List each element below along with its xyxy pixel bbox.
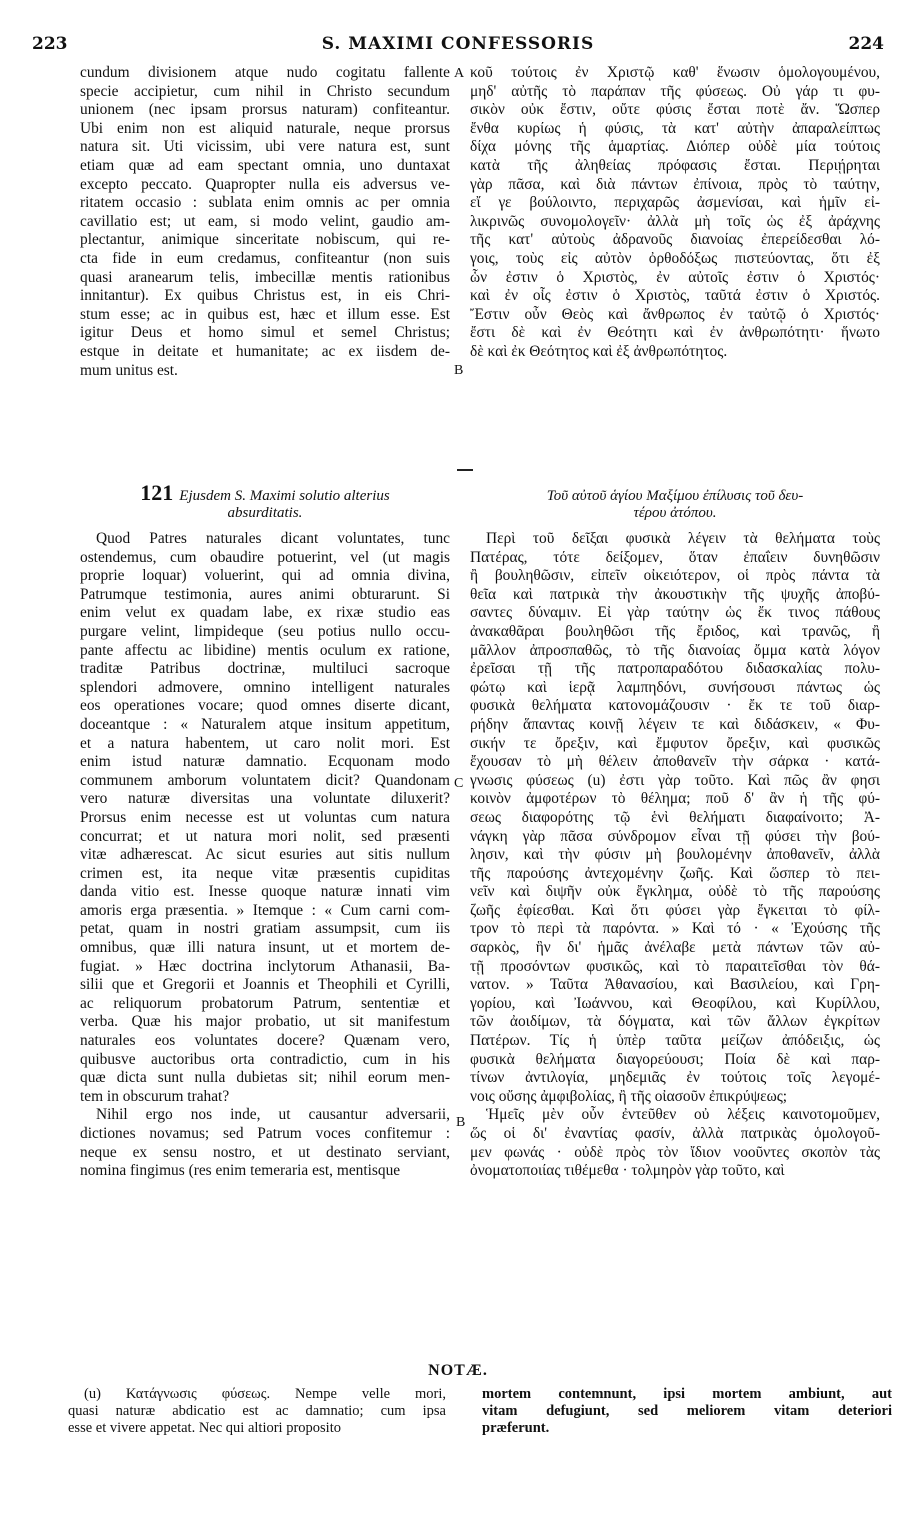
greek-body-line: νατον. » Ταῦτα Ἀθανασίου, καὶ Βασιλείου, καὶ Γρη- bbox=[470, 976, 880, 994]
greek-top-line: καὶ ἐν οἷς ἐστιν ὁ Χριστὸς, ταῦτά ἐστιν ὁ Χριστός. bbox=[470, 287, 880, 305]
margin-marker-b-top: B bbox=[454, 363, 464, 378]
latin-body-line: verba. Quæ his major probatio, ut sit manifestum bbox=[80, 1013, 450, 1031]
note-right-line: vitam defugiunt, sed meliorem vitam deteriori bbox=[482, 1403, 892, 1419]
latin-body-line: pante affectu ac libidine) mentis oculum ex ratione, bbox=[80, 641, 450, 659]
latin-top-line: igitur Deus et homo simul et semel Christus; bbox=[80, 324, 450, 342]
latin-body-line: omnibus, quæ illi natura insunt, ut et mortem de- bbox=[80, 939, 450, 957]
latin-body-line: vero naturæ diversitas una voluntate diluxerit? bbox=[80, 790, 450, 808]
latin-body-line: doceantque : « Naturalem atque insitum appetitum, bbox=[80, 715, 450, 733]
latin-top-line: unionem (nec ipsam prorsus naturam) confiteantur. bbox=[80, 101, 450, 119]
latin-body-line: naturales eos voluntates docere? Quænam vero, bbox=[80, 1032, 450, 1050]
latin-top-line: mum unitus est. bbox=[80, 361, 178, 379]
section-number: 121 bbox=[140, 480, 174, 505]
greek-top-line: μηδ' αὐτῆς τὸ παράπαν τῆς φύσεως. Οὐ γάρ τι φυ- bbox=[470, 82, 880, 100]
latin-body-line: dictiones novamus; sed Patrum voces confitemur : bbox=[80, 1125, 450, 1142]
greek-body-line: Πατέρων. Τίς ἡ ὑπὲρ ταῦτα μείζων ἀπόδειξις, ὡς bbox=[470, 1032, 880, 1050]
latin-column-top bbox=[80, 64, 450, 380]
greek-body-line: φυσικὰ θελήματα διαγορεύουσι; Ποία δὲ καὶ παρ- bbox=[470, 1050, 880, 1068]
greek-top-line: σικὸν οὐκ ἔστιν, οὔτε φύσις ἔσται ποτὲ ἄν. Ὥσπερ bbox=[470, 101, 880, 119]
latin-body-line: traditæ Patribus doctrinæ, multiluci sacroque bbox=[80, 660, 450, 678]
greek-top-line: ὧν ἐστιν ὁ Χριστὸς, ἐν αὐτοῖς ἐστιν ὁ Χριστός· bbox=[470, 268, 880, 286]
latin-heading-line-1: Ejusdem S. Maximi solutio alterius bbox=[179, 488, 390, 504]
latin-body-line: vitæ adhærescat. Ac sicut esuries aut sitis nullum bbox=[80, 846, 450, 864]
greek-body-line: σεως διαφορότης τῷ ἑνὶ θελήματι διαφαίνοιτο; Ἀ- bbox=[470, 808, 880, 826]
greek-body-line: θεῖα καὶ πατρικὰ τὴν ἀκουστικὴν τῆς ψυχῆς ἀποβύ- bbox=[470, 585, 880, 603]
latin-body-line: ac reliquorum probatorum Patrum, sententiæ et bbox=[80, 994, 450, 1012]
greek-body-line: τρον τὸ περὶ τὰ παρόντα. » Καὶ τό · « Ἐχούσης τῆς bbox=[470, 920, 880, 938]
greek-body-line: Περὶ τοῦ δεῖξαι φυσικὰ λέγειν τὰ θελήματα τοὺς bbox=[486, 530, 880, 547]
greek-body-line: μεν φωνάς · οὐδὲ πρὸς τὸν ἴδιον νοοῦντες σκοπὸν τὰς bbox=[470, 1143, 880, 1161]
note-right-line: præferunt. bbox=[482, 1420, 550, 1436]
latin-body-line: Nihil ergo nos inde, ut causantur adversarii, bbox=[96, 1106, 450, 1124]
note-left-line: quasi naturæ abdicatio est ac damnatio; cum ipsa bbox=[68, 1403, 446, 1419]
greek-body-line: φώτῳ καὶ ἱερᾷ λαμπηδόνι, συνήσουσι πάντως ὡς bbox=[470, 678, 880, 696]
running-title: S. MAXIMI CONFESSORIS bbox=[321, 34, 595, 54]
greek-top-line: κοῦ τούτοις ἐν Χριστῷ καθ' ἕνωσιν ὁμολογουμένου, bbox=[470, 64, 880, 81]
greek-body-line: νοις οὔσης ἀμφιβολίας, ἢ τῆς οἰασοῦν ἐπικρύψεως; bbox=[470, 1087, 788, 1105]
latin-top-line: innitantur). Ex quibus Christus est, in eis Chri- bbox=[80, 287, 450, 305]
latin-body-line: Quod Patres naturales dicant voluntates, tunc bbox=[96, 530, 450, 547]
margin-marker-a: A bbox=[454, 66, 465, 81]
notes-column-right bbox=[482, 1386, 892, 1437]
greek-body-line: νάγκη γὰρ πᾶσα σύνδρομον εἶναι τῇ φύσει τὴν βού- bbox=[470, 827, 880, 845]
latin-body-line: eos operationes vocare; quod omnes diserte dicant, bbox=[80, 697, 450, 715]
latin-body-line: nomina fingimus (res enim temeraria est, mentisque bbox=[80, 1162, 401, 1180]
latin-top-line: cta fide in eum credamus, confiteantur (non suis bbox=[80, 249, 450, 267]
latin-body-line: et a natura habentem, ut caro nolit mori. Est bbox=[80, 734, 450, 752]
greek-body-line: ἢ βουληθῶσιν, εἰπεῖν οἰκειότερον, οἱ πρὸς πάντα τὰ bbox=[470, 567, 880, 585]
latin-body-line: purgare velint, limpideque (seu potius nullo occu- bbox=[80, 622, 450, 640]
latin-body-line: tem in obscurum trahat? bbox=[80, 1087, 230, 1105]
latin-body-line: silii que et Gregorii et Joannis et Theophili et Cyrilli, bbox=[80, 976, 450, 994]
latin-body-line: concurrat; et ut natura mori nolit, sed præsenti bbox=[80, 827, 450, 845]
greek-body-line: γορίου, καὶ Ἰωάννου, καὶ Θεοφίλου, καὶ Κυρίλλου, bbox=[470, 994, 880, 1012]
latin-body-line: enim velut ex quadam labe, ex rixæ studio eas bbox=[80, 604, 450, 622]
margin-marker-c: C bbox=[454, 776, 464, 791]
note-right-line: mortem contemnunt, ipsi mortem ambiunt, aut bbox=[482, 1386, 892, 1402]
greek-body-line: ἀνακαθᾶραι βουληθῶσι τῆς ἔριδος, καὶ τρανῶς, ἢ bbox=[470, 622, 880, 640]
greek-body-line: ἔχουσαν τὸ μὴ θέλειν ἀποθανεῖν τὴν σάρκα · κατά- bbox=[470, 753, 880, 771]
greek-body-line: φυσικὰ θελήματα κατονομάζουσιν · ἔκ τε τοῦ διαρ- bbox=[470, 697, 880, 715]
greek-body-line: Ἡμεῖς μὲν οὖν ἐντεῦθεν οὐ λέξεις καινοτομοῦμεν, bbox=[486, 1106, 880, 1124]
latin-top-line: ritatem occasio : sublata enim omnis ac per omnia bbox=[80, 194, 450, 212]
greek-column-top bbox=[470, 64, 880, 362]
latin-body-line: communem amborum voluntatem dicit? Quandonam bbox=[80, 771, 450, 789]
latin-top-line: Ubi enim non est aliquid naturale, neque prorsus bbox=[80, 119, 450, 137]
greek-top-line: λικρινῶς συνομολογεῖν· ἀλλὰ μὴ τοῖς ὡς ἐξ ἀράχνης bbox=[470, 212, 880, 230]
notes-title: NOTÆ. bbox=[428, 1362, 488, 1379]
section-divider bbox=[457, 469, 473, 471]
greek-body-line: σαρκὸς, ἣν δι' ἡμᾶς ἀνέλαβε μετὰ πάντων τῶν αὐ- bbox=[470, 939, 880, 957]
latin-top-line: cundum divisionem atque nudo cogitatu fallente bbox=[80, 64, 450, 81]
greek-body-line: σαντες δύναμιν. Εἰ γὰρ ταύτην ὡς ἔκ τινος πάθους bbox=[470, 604, 880, 622]
latin-top-line: cavillatio est; ut eam, si modo velint, gaudio am- bbox=[80, 212, 450, 230]
latin-top-line: etiam quæ ad eam spectant omnia, uno duntaxat bbox=[80, 156, 450, 174]
greek-top-line: δίχα μόνης τῆς ἁμαρτίας. Διόπερ οὐδὲ μία τούτοις bbox=[470, 138, 880, 156]
latin-body-line: Patrumque testimonia, aures animi obturarunt. Si bbox=[80, 585, 450, 603]
greek-heading-line-2: τέρου ἀτόπου. bbox=[633, 505, 717, 521]
latin-body-line: petat, quam in nostri gratiam assumpsit, cum iis bbox=[80, 920, 450, 938]
greek-top-line: Ἔστιν οὖν Θεὸς καὶ ἄνθρωπος ἐν ταὐτῷ ὁ Χριστός· bbox=[470, 305, 880, 323]
greek-top-line: τῆς κατ' αὐτοὺς ἀδρανοῦς διανοίας ἐπερείδεσθαι λό- bbox=[470, 231, 880, 249]
note-left-line: esse et vivere appetat. Nec qui altiori proposito bbox=[68, 1420, 341, 1436]
latin-top-line: excepto peccato. Quapropter nulla eis adversus ve- bbox=[80, 175, 450, 193]
greek-top-line: γὰρ πᾶσα, καὶ διὰ πάντων ἐπίνοια, πρὸς τὸ ταύτην, bbox=[470, 175, 880, 193]
latin-body-line: amoris erga præsentia. » Itemque : « Cum carni com- bbox=[80, 901, 450, 919]
greek-body-line: τίνων ἀντιλογία, μηδεμιᾶς ἐν τούτοις τοῖς λεγομέ- bbox=[470, 1069, 880, 1087]
latin-body-line: quibusve auctoribus orta contradictio, cum in his bbox=[80, 1050, 450, 1068]
latin-body-line: Prorsus enim necesse est ut voluntas cum natura bbox=[80, 808, 450, 826]
greek-body-line: τῇ προσόντων φυσικῶς, καὶ τὸ παραιτεῖσθαι τὸν θά- bbox=[470, 957, 880, 975]
greek-body-line: ρήδην ἅπαντας κοινῇ λέγειν τε καὶ διδάσκειν, « Φυ- bbox=[470, 715, 880, 733]
latin-section-heading bbox=[80, 480, 450, 522]
greek-body-line: μᾶλλον ἀπροσπαθῶς, τὸ τῆς διανοίας ὄμμα κατὰ λόγον bbox=[470, 641, 880, 659]
greek-body-line: κοινὸν ἀμφοτέρων τὸ θέλημα; ποῦ δ' ἂν ἡ τῆς φύ- bbox=[470, 790, 880, 808]
latin-body-line: enim istud naturæ damnatio. Ecquonam modo bbox=[80, 753, 450, 771]
page-number-right: 224 bbox=[848, 34, 884, 54]
greek-body-line: σικήν τε ὄρεξιν, καὶ ἔμφυτον ὄρεξιν, καὶ φυσικῶς bbox=[470, 734, 880, 752]
greek-body-line: Πατέρας, τότε δείξομεν, ὅταν ἐπαΐειν δυνηθῶσιν bbox=[470, 548, 880, 566]
latin-body-line: splendori admovere, omnino intelligent naturales bbox=[80, 678, 450, 696]
greek-body-line: λησιν, καὶ τὴν φύσιν μὴ βουλομένην ἀποθανεῖν, ἀλλὰ bbox=[470, 846, 880, 864]
latin-top-line: estque in deitate et humanitate; ac ex iisdem de- bbox=[80, 342, 450, 360]
greek-heading-line-1: Τοῦ αὐτοῦ ἁγίου Μαξίμου ἐπίλυσις τοῦ δευ- bbox=[546, 488, 804, 504]
greek-section-heading bbox=[470, 488, 880, 522]
latin-heading-line-2: absurditatis. bbox=[227, 505, 303, 521]
latin-top-line: plectantur, animique sinceritate nobiscum, qui re- bbox=[80, 231, 450, 249]
greek-top-line: εἴ γε βούλοιντο, περιχαρῶς ἀσμενίσαι, καὶ ἡμῖν εἰ- bbox=[470, 194, 880, 212]
latin-body-line: quæ dicta sunt nulla dubietas sit; nihil eorum men- bbox=[80, 1069, 450, 1087]
greek-body-line: ζωῆς ἐφίεσθαι. Καὶ ὅτι φύσει γὰρ ἔγκειται τὸ φίλ- bbox=[470, 901, 880, 919]
page-header bbox=[32, 34, 884, 58]
latin-top-line: quasi aranearum telis, imbecillæ mentis rationibus bbox=[80, 268, 450, 286]
greek-top-line: ἔνθα κυρίως ἡ φύσις, τὰ κατ' αὐτὴν ἀπαραλείπτως bbox=[470, 119, 880, 137]
greek-body-line: τῆς παρούσης ἀντεχομένην ζωῆς. Καὶ ὥσπερ τὸ πει- bbox=[470, 864, 880, 882]
latin-top-line: natura sit. Uti vicissim, ubi vere natura est, sunt bbox=[80, 138, 450, 156]
margin-marker-b-bottom: B bbox=[456, 1115, 466, 1130]
greek-top-line: δὲ καὶ ἐκ Θεότητος καὶ ἐξ ἀνθρωπότητος. bbox=[470, 342, 728, 360]
greek-top-line: κατὰ τῆς ἀληθείας πρόφασις ἔσται. Περιῄρηται bbox=[470, 156, 880, 174]
greek-body-line: γνωσις φύσεως (u) ἐστι γὰρ τοῦτο. Καὶ πῶς ἂν φησι bbox=[470, 771, 880, 789]
latin-body-line: proprie loquar) voluerint, qui ad omnia divina, bbox=[80, 567, 450, 585]
note-left-line: (u) Κατάγνωσις φύσεως. Nempe velle mori, bbox=[84, 1386, 446, 1402]
latin-column-body bbox=[80, 530, 450, 1181]
latin-top-line: stum esse; ac in quibus est, hæc et illum esse. Est bbox=[80, 305, 450, 323]
latin-body-line: neque ex sensu nostro, et ut destinato serviant, bbox=[80, 1143, 450, 1161]
greek-body-line: τῶν ἀοιδίμων, τὰ δόγματα, καὶ τῶν ἄλλων ἐγκρίτων bbox=[470, 1013, 880, 1031]
greek-top-line: γοις, τοὺς εἰς αὐτὸν ὀρθοδόξως πιστεύοντας, ὅτι ἐξ bbox=[470, 249, 880, 267]
greek-body-line: ὥς οἱ δι' ἐναντίας φασίν, ἀλλὰ πατρικὰς ὁμολογοῦ- bbox=[470, 1125, 880, 1142]
greek-column-body bbox=[470, 530, 880, 1181]
latin-body-line: danda vitio est. Inesse quoque naturæ innati vim bbox=[80, 883, 450, 901]
notes-column-left bbox=[68, 1386, 446, 1437]
greek-body-line: ὀνοματοποιίας τιθέμεθα · τολμηρὸν γὰρ τοῦτο, καὶ bbox=[470, 1162, 785, 1180]
latin-body-line: ostendemus, cum obaudire potuerint, vel (ut magis bbox=[80, 548, 450, 566]
greek-body-line: νεῖν καὶ διψῆν οὐκ ἔγκλημα, οὐδὲ τὸ τῆς παρούσης bbox=[470, 883, 880, 901]
greek-body-line: ἐρεῖσαι τῇ τῆς πατροπαραδότου διδασκαλίας πολυ- bbox=[470, 660, 880, 678]
latin-body-line: crimen est, ita neque vitæ præsentis cupiditas bbox=[80, 864, 450, 882]
greek-top-line: ἔστι δὲ καὶ ἐν Θεότητι καὶ ἐν ἀνθρωπότητι· ἥνωτο bbox=[470, 324, 880, 342]
latin-body-line: fugiat. » Hæc doctrina inclytorum Athanasii, Ba- bbox=[80, 957, 450, 975]
latin-top-line: specie accipietur, cum nihil in Christo secundum bbox=[80, 82, 450, 100]
page-number-left: 223 bbox=[32, 34, 68, 54]
